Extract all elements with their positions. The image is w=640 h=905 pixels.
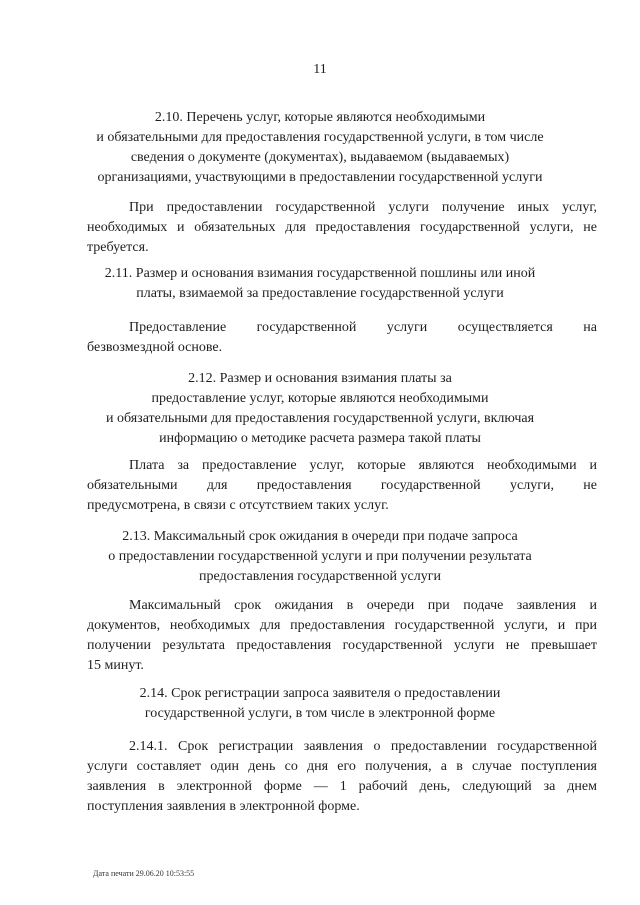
heading-line: сведения о документе (документах), выдаваемом (выдаваемых)	[130, 150, 510, 165]
body-line: 2.14.1. Срок регистрации заявления о предоставлении государственной	[129, 739, 597, 754]
body-line: предусмотрена, в связи с отсутствием таких услуг.	[87, 498, 389, 513]
section-heading-2-13	[80, 527, 560, 587]
heading-line: организациями, участвующими в предоставлении государственной услуги	[97, 170, 543, 185]
body-line: услуги составляет один день со дня его получения, а в случае поступления	[87, 759, 597, 774]
body-line: заявления в электронной форме — 1 рабочий день, следующий за днем	[87, 779, 597, 794]
body-line: получении результата предоставления государственной услуги не превышает	[87, 638, 597, 653]
heading-line: платы, взимаемой за предоставление государственной услуги	[136, 286, 504, 301]
heading-line: 2.13. Максимальный срок ожидания в очереди при подаче запроса	[122, 529, 518, 544]
section-body-2-14	[87, 737, 597, 817]
section-heading-2-11	[80, 264, 560, 304]
heading-line: государственной услуги, в том числе в электронной форме	[144, 706, 496, 721]
body-line: документов, необходимых для предоставления государственной услуги, и при	[87, 618, 597, 633]
heading-line: информацию о методике расчета размера такой платы	[159, 431, 481, 446]
section-heading-2-12	[80, 369, 560, 449]
body-line: Плата за предоставление услуг, которые являются необходимыми и	[129, 458, 597, 473]
body-line: требуется.	[87, 240, 149, 255]
section-heading-2-10	[80, 108, 560, 188]
heading-line: и обязательными для предоставления государственной услуги, включая	[105, 411, 535, 426]
section-body-2-10	[87, 198, 597, 258]
section-heading-2-14	[80, 684, 560, 724]
heading-line: 2.10. Перечень услуг, которые являются необходимыми	[154, 110, 486, 125]
body-line: обязательными для предоставления государственной услуги, не	[87, 478, 597, 493]
heading-line: и обязательными для предоставления государственной услуги, в том числе	[96, 130, 544, 145]
print-date: Дата печати 29.06.20 10:53:55	[93, 869, 195, 878]
heading-line: о предоставлении государственной услуги и при получении результата	[108, 549, 532, 564]
section-body-2-13	[87, 596, 597, 676]
body-line: Максимальный срок ожидания в очереди при подаче заявления и	[129, 598, 597, 613]
heading-line: предоставления государственной услуги	[199, 569, 441, 584]
heading-line: 2.14. Срок регистрации запроса заявителя о предоставлении	[139, 686, 501, 701]
body-line: необходимых и обязательных для предоставления государственной услуги, не	[87, 220, 597, 235]
body-line: Предоставление государственной услуги осуществляется на	[129, 320, 597, 335]
section-body-2-12	[87, 456, 597, 516]
body-line: При предоставлении государственной услуги получение иных услуг,	[129, 200, 597, 215]
page-number: 11	[313, 62, 327, 77]
section-body-2-11	[87, 318, 597, 358]
body-line: безвозмездной основе.	[87, 340, 223, 355]
body-line: 15 минут.	[87, 658, 144, 673]
heading-line: 2.11. Размер и основания взимания государственной пошлины или иной	[104, 266, 536, 281]
heading-line: 2.12. Размер и основания взимания платы за	[188, 371, 452, 386]
body-line: поступления заявления в электронной форме.	[87, 799, 360, 814]
heading-line: предоставление услуг, которые являются необходимыми	[151, 391, 489, 406]
